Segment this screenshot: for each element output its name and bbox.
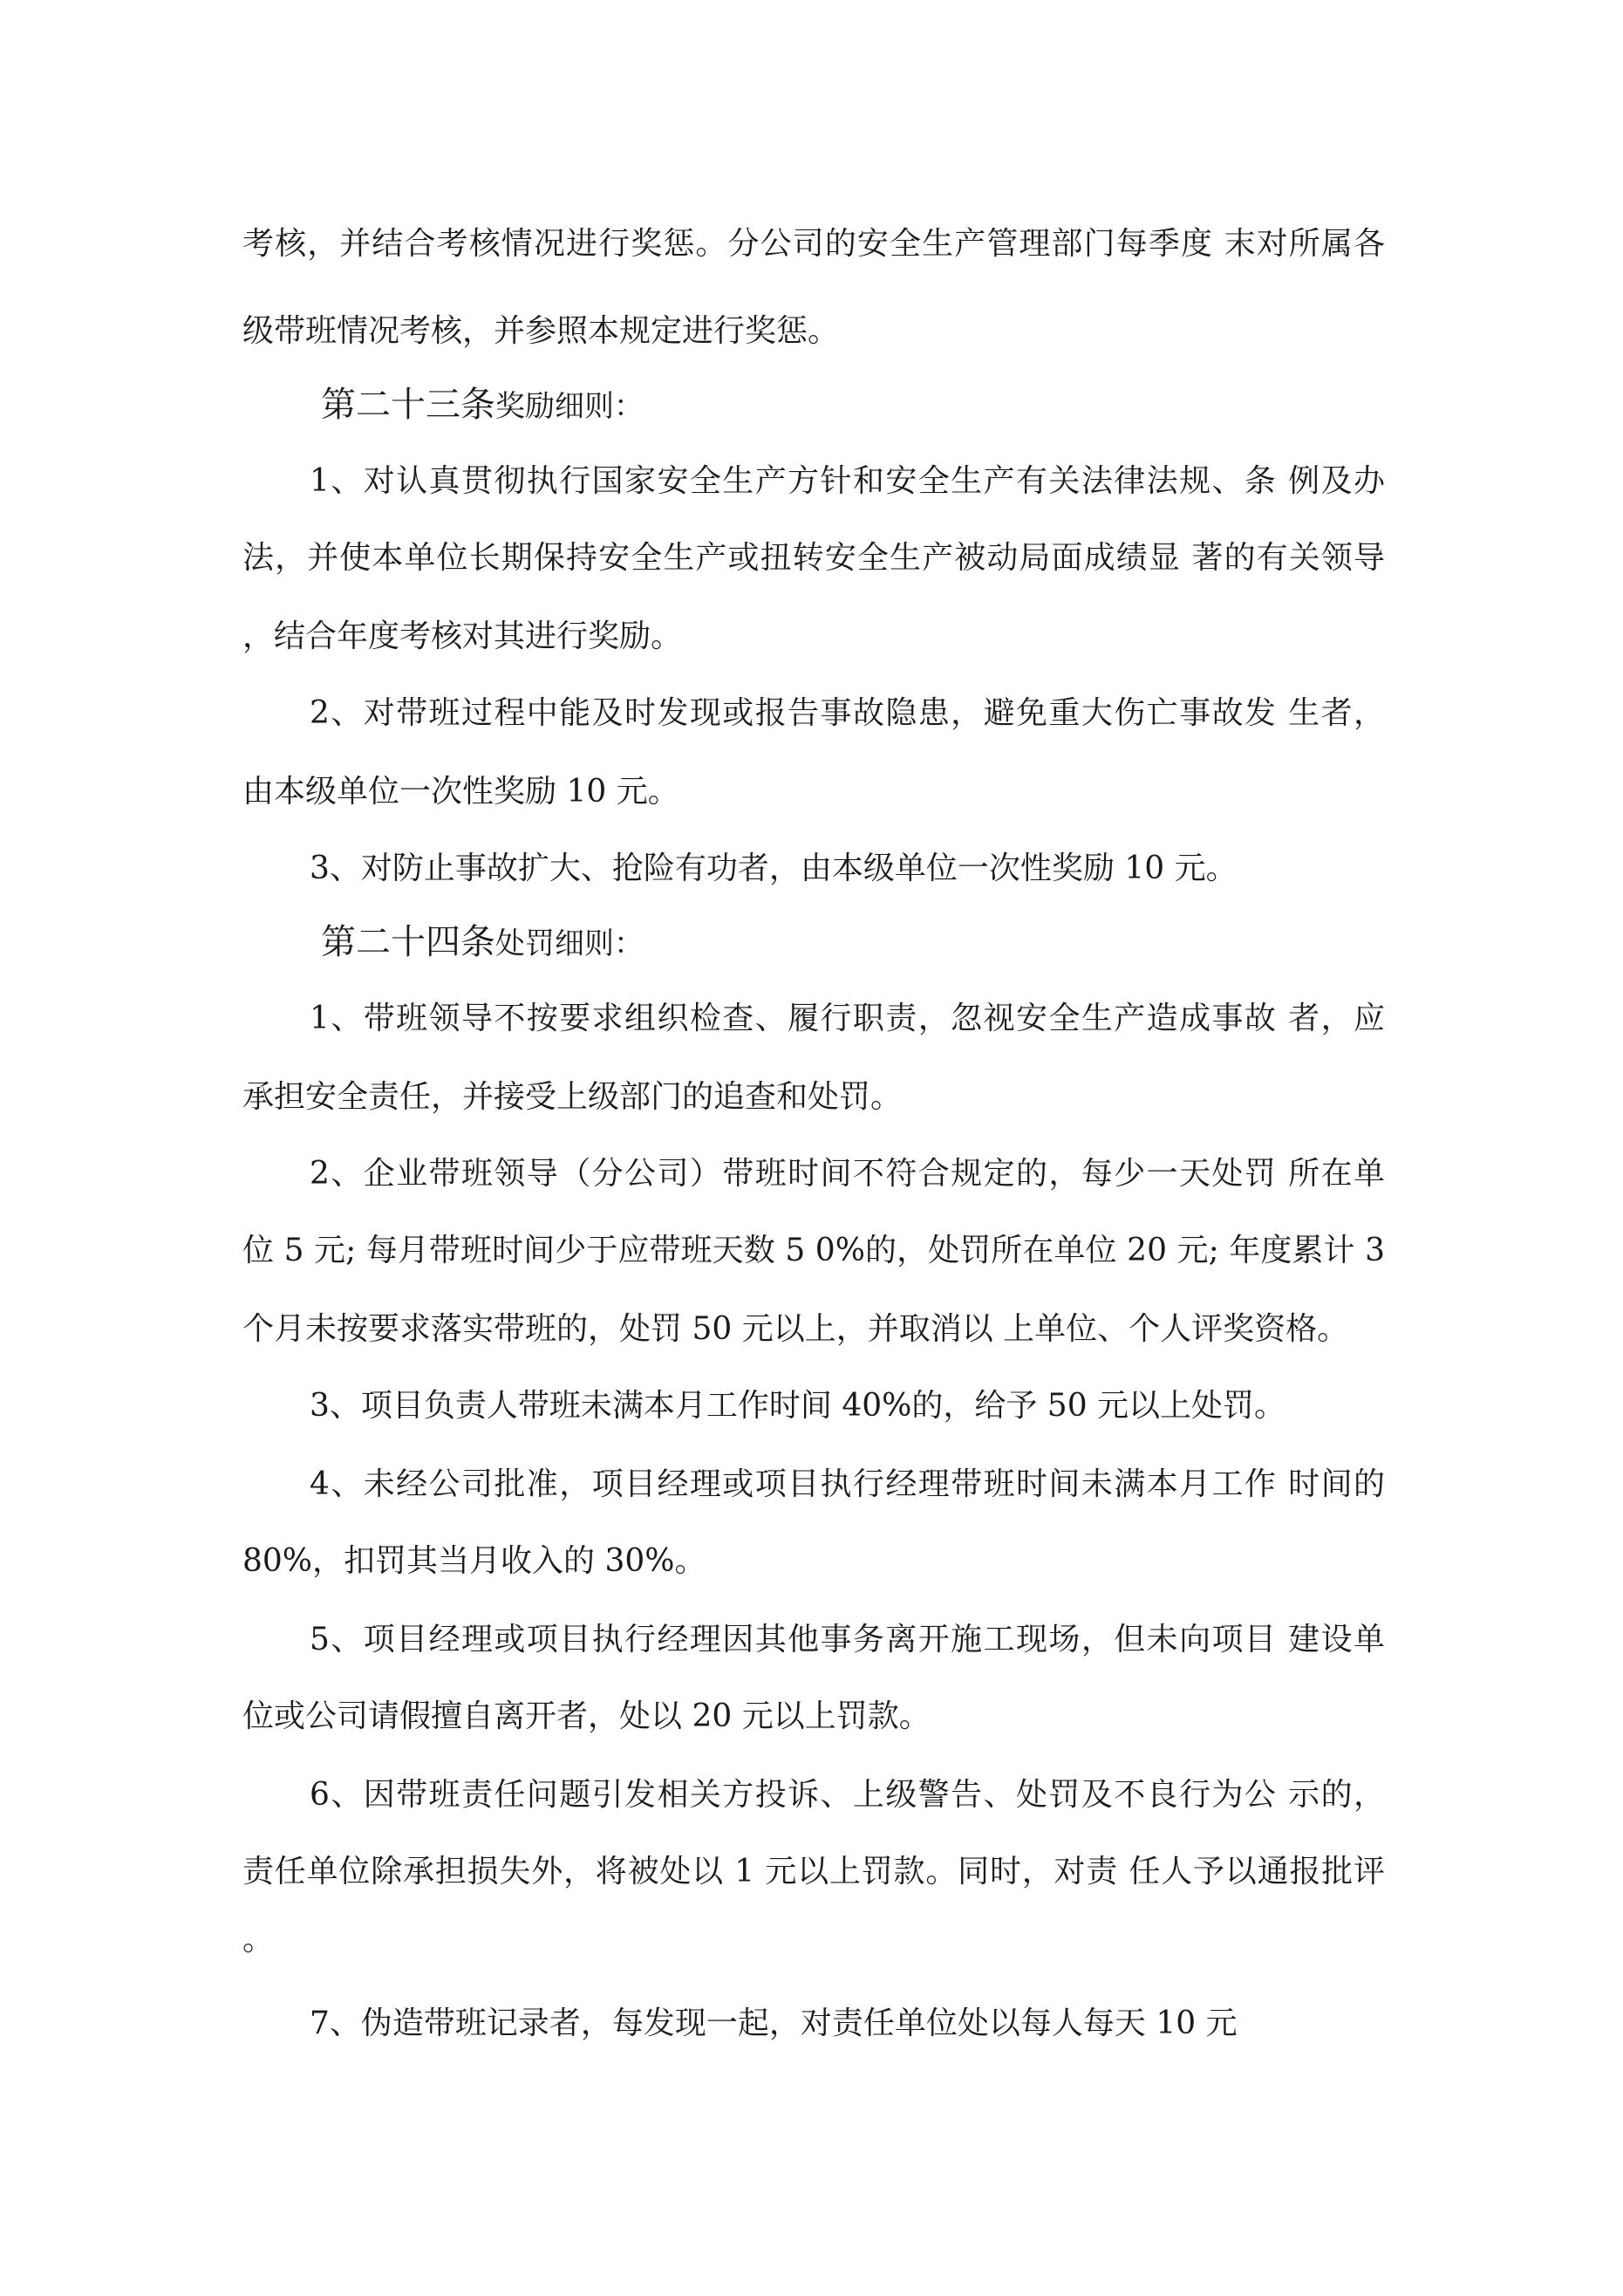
text-line: 考核，并结合考核情况进行奖惩。分公司的安全生产管理部门每季度 末对所属各 [242,226,1385,262]
text-line: 4、未经公司批准，项目经理或项目执行经理带班时间未满本月工作 时间的 [310,1466,1385,1502]
text-line: 位或公司请假擅自离开者，处以 20 元以上罚款。 [242,1698,931,1734]
text-line: 。 [242,1922,275,1958]
text-line: 80%，扣罚其当月收入的 30%。 [242,1543,706,1579]
article-heading [321,919,644,967]
text-line: 承担安全责任，并接受上级部门的追查和处罚。 [242,1079,903,1115]
text-line: 责任单位除承担损失外，将被处以 1 元以上罚款。同时，对责 任人予以通报批评 [242,1854,1385,1889]
text-line: 1、带班领导不按要求组织检查、履行职责，忽视安全生产造成事故 者，应 [310,1001,1385,1036]
text-line: 级带班情况考核，并参照本规定进行奖惩。 [242,313,840,349]
text-line: ，结合年度考核对其进行奖励。 [242,618,683,654]
text-line: 法，并使本单位长期保持安全生产或扭转安全生产被动局面成绩显 著的有关领导 [242,540,1385,576]
text-line: 个月未按要求落实带班的，处罚 50 元以上，并取消以 上单位、个人评奖资格。 [242,1311,1349,1347]
text-line: 由本级单位一次性奖励 10 元。 [242,774,679,810]
text-line: 7、伪造带班记录者，每发现一起，对责任单位处以每人每天 10 元 [310,2006,1238,2041]
text-line: 5、项目经理或项目执行经理因其他事务离开施工现场，但未向项目 建设单 [310,1622,1385,1657]
text-line: 1、对认真贯彻执行国家安全生产方针和安全生产有关法律法规、条 例及办 [310,463,1385,499]
text-line: 3、对防止事故扩大、抢险有功者，由本级单位一次性奖励 10 元。 [310,851,1238,886]
text-line: 2、对带班过程中能及时发现或报告事故隐患，避免重大伤亡事故发 生者， [310,695,1385,731]
article-heading [321,382,644,429]
article-number: 第二十三条 [321,385,495,425]
article-title: 奖励细则： [495,389,644,424]
article-number: 第二十四条 [321,922,495,962]
article-title: 处罚细则： [495,926,644,961]
text-line: 6、因带班责任问题引发相关方投诉、上级警告、处罚及不良行为公 示的， [310,1777,1385,1813]
text-line: 3、项目负责人带班未满本月工作时间 40%的，给予 50 元以上处罚。 [310,1388,1286,1424]
text-line: 2、企业带班领导（分公司）带班时间不符合规定的，每少一天处罚 所在单 [310,1156,1385,1192]
text-line: 位 5 元; 每月带班时间少于应带班天数 5 0%的，处罚所在单位 20 元; 年度累计 3 [242,1233,1385,1268]
